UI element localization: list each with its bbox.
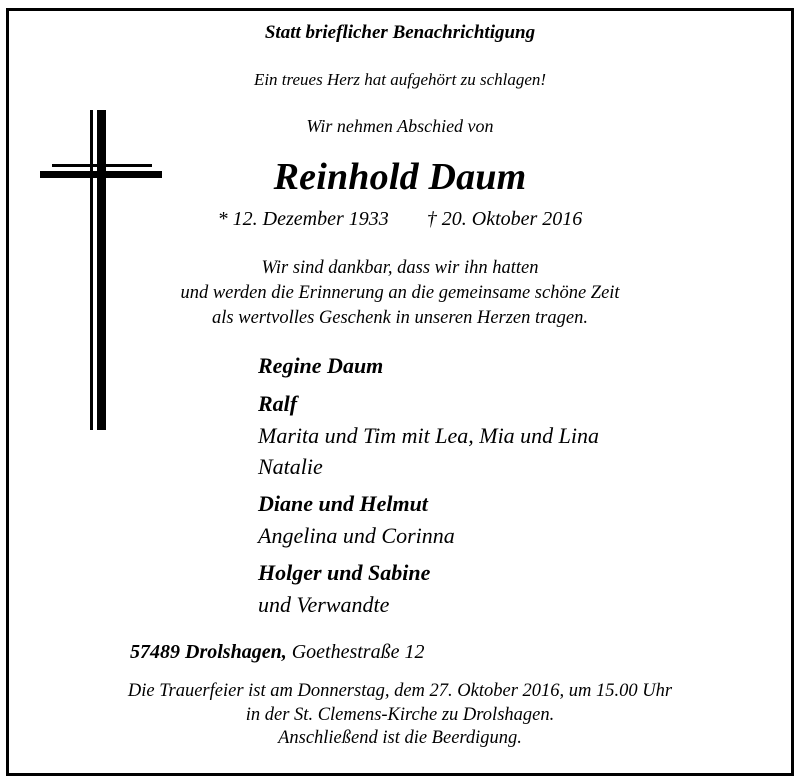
mourner-member: Angelina und Corinna	[258, 523, 455, 548]
family-address	[130, 641, 424, 664]
mourner-lead: Holger und Sabine	[258, 560, 431, 585]
service-line: in der St. Clemens-Kirche zu Drolshagen.	[245, 704, 555, 725]
mourner-group	[258, 388, 778, 482]
service-line: Die Trauerfeier ist am Donnerstag, dem 27. Oktober 2016, um 15.00 Uhr	[127, 681, 673, 701]
mourner-member: Marita und Tim mit Lea, Mia und Lina	[258, 423, 600, 448]
service-line: Anschließend ist die Beerdigung.	[278, 728, 522, 748]
mourners-list	[258, 350, 778, 626]
mourner-group	[258, 350, 778, 382]
funeral-service-info	[0, 680, 800, 751]
mourner-group	[258, 488, 778, 551]
mourner-lead: Diane und Helmut	[258, 491, 428, 516]
gratitude-text	[0, 256, 800, 331]
mourner-member: Natalie	[258, 454, 323, 479]
intro-line: Ein treues Herz hat aufgehört zu schlagen!	[253, 70, 547, 89]
gratitude-line: als wertvolles Geschenk in unseren Herzen tragen.	[212, 308, 588, 328]
gratitude-line: Wir sind dankbar, dass wir ihn hatten	[261, 258, 539, 278]
mourner-lead: Regine Daum	[258, 353, 384, 378]
gratitude-line: und werden die Erinnerung an die gemeinsame schöne Zeit	[180, 283, 620, 303]
address-city: 57489 Drolshagen,	[130, 641, 287, 663]
mourner-member: und Verwandte	[258, 592, 390, 617]
notice-heading: Statt brieflicher Benachrichtigung	[264, 22, 536, 43]
mourner-group	[258, 557, 778, 620]
address-street: Goethestraße 12	[291, 641, 425, 663]
mourner-lead: Ralf	[258, 391, 298, 416]
death-date: † 20. Oktober 2016	[426, 208, 583, 230]
life-dates	[0, 208, 800, 231]
deceased-name: Reinhold Daum	[273, 156, 527, 198]
birth-date: * 12. Dezember 1933	[217, 208, 389, 230]
farewell-line: Wir nehmen Abschied von	[306, 116, 494, 136]
